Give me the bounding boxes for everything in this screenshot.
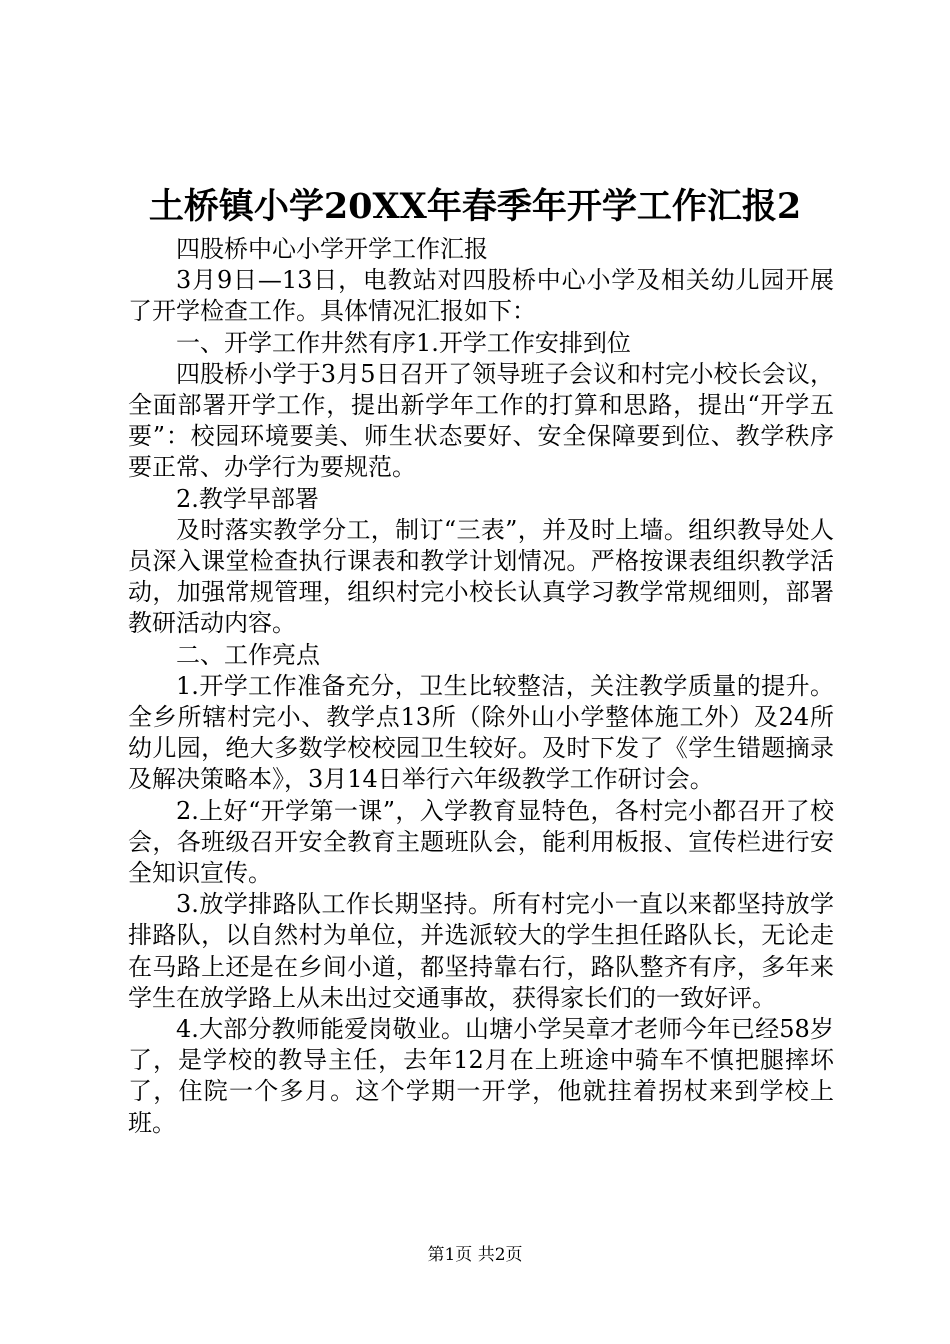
paragraph: 四股桥小学于3月5日召开了领导班子会议和村完小校长会议，全面部署开学工作，提出新学年工作的打算和思路，提出“开学五要”：校园环境要美、师生状态要好、安全保障要到位、教学秩序要正常、办学行为要规范。 xyxy=(128,359,834,482)
paragraph: 3月9日—13日，电教站对四股桥中心小学及相关幼儿园开展了开学检查工作。具体情况汇报如下： xyxy=(128,266,834,326)
paragraph: 2.上好“开学第一课”，入学教育显特色，各村完小都召开了校会，各班级召开安全教育主题班队会，能利用板报、宣传栏进行安全知识宣传。 xyxy=(128,796,834,888)
section-heading: 二、工作亮点 xyxy=(176,640,320,669)
paragraph: 4.大部分教师能爱岗敬业。山塘小学吴章才老师今年已经58岁了，是学校的教导主任，去年12月在上班途中骑车不慎把腿摔坏了，住院一个多月。这个学期一开学，他就拄着拐杖来到学校上班。 xyxy=(128,1015,834,1137)
paragraph: 四股桥中心小学开学工作汇报 xyxy=(176,235,488,263)
paragraph: 3.放学排路队工作长期坚持。所有村完小一直以来都坚持放学排路队，以自然村为单位，并选派较大的学生担任路队长，无论走在马路上还是在乡间小道，都坚持靠右行，路队整齐有序，多年来学生在放学路上从未出过交通事故，获得家长们的一致好评。 xyxy=(128,890,834,1012)
paragraph: 及时落实教学分工，制订“三表”，并及时上墙。组织教导处人员深入课堂检查执行课表和教学计划情况。严格按课表组织教学活动，加强常规管理，组织村完小校长认真学习教学常规细则，部署教研活动内容。 xyxy=(128,515,834,638)
paragraph: 1.开学工作准备充分，卫生比较整洁，关注教学质量的提升。全乡所辖村完小、教学点13所（除外山小学整体施工外）及24所幼儿园，绝大多数学校校园卫生较好。及时下发了《学生错题摘录及解决策略本》，3月14日举行六年级教学工作研讨会。 xyxy=(128,671,834,794)
page-footer: 第1页 共2页 xyxy=(427,1245,523,1265)
document-title: 土桥镇小学20XX年春季年开学工作汇报2 xyxy=(148,186,802,227)
section-heading: 2.教学早部署 xyxy=(176,484,319,513)
document-body xyxy=(128,234,834,1139)
section-heading: 一、开学工作井然有序1.开学工作安排到位 xyxy=(176,328,631,357)
